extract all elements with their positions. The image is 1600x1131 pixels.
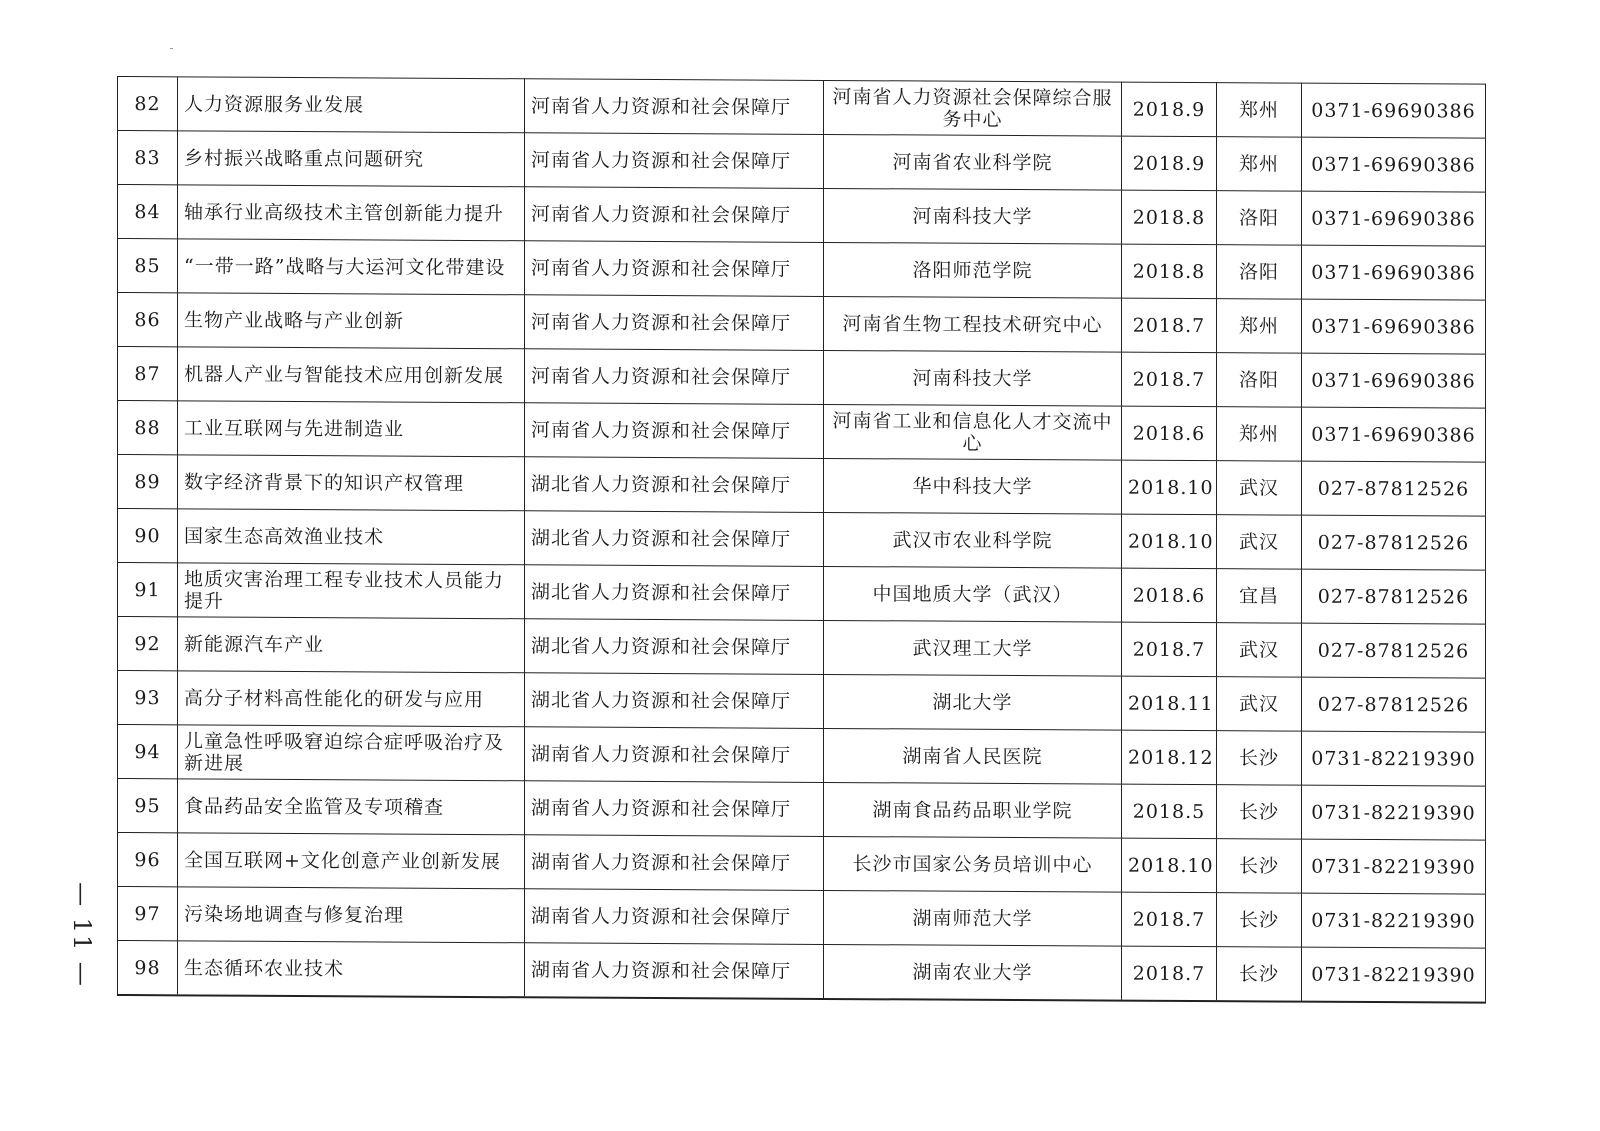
- table-row: [118, 887, 1486, 949]
- contact-phone: 0731-82219390: [1302, 839, 1486, 894]
- host-institution: 湖北大学: [824, 674, 1122, 730]
- table-row: [118, 833, 1486, 895]
- organizing-department: 湖北省人力资源和社会保障厅: [525, 619, 824, 675]
- training-city: 洛阳: [1217, 353, 1302, 407]
- training-date: 2018.7: [1122, 352, 1217, 407]
- host-institution: 湖南农业大学: [824, 944, 1122, 1000]
- training-date: 2018.12: [1122, 730, 1217, 785]
- training-date: 2018.9: [1122, 136, 1217, 191]
- training-city: 长沙: [1217, 785, 1302, 839]
- scan-mark: [170, 48, 173, 49]
- host-institution: 洛阳师范学院: [824, 242, 1122, 298]
- row-number: 97: [118, 887, 178, 941]
- row-number: 82: [118, 77, 178, 131]
- program-name: 高分子材料高性能化的研发与应用: [178, 671, 525, 727]
- organizing-department: 湖北省人力资源和社会保障厅: [525, 673, 824, 729]
- contact-phone: 0731-82219390: [1302, 893, 1486, 948]
- training-city: 洛阳: [1217, 191, 1302, 245]
- table-row: [118, 671, 1486, 733]
- contact-phone: 0371-69690386: [1302, 353, 1486, 408]
- training-city: 长沙: [1217, 947, 1302, 1002]
- host-institution: 河南省工业和信息化人才交流中心: [824, 404, 1122, 460]
- training-city: 武汉: [1217, 515, 1302, 569]
- host-institution: 湖南食品药品职业学院: [824, 782, 1122, 838]
- program-name: 污染场地调查与修复治理: [178, 887, 525, 943]
- table-row: [118, 401, 1486, 463]
- organizing-department: 湖南省人力资源和社会保障厅: [525, 835, 824, 891]
- table-row: [118, 347, 1486, 409]
- table-row: [118, 509, 1486, 571]
- training-date: 2018.10: [1122, 514, 1217, 569]
- contact-phone: 0731-82219390: [1302, 731, 1486, 786]
- host-institution: 河南省人力资源社会保障综合服务中心: [824, 80, 1122, 136]
- organizing-department: 河南省人力资源和社会保障厅: [525, 403, 824, 459]
- training-date: 2018.7: [1122, 298, 1217, 353]
- host-institution: 武汉理工大学: [824, 620, 1122, 676]
- row-number: 98: [118, 941, 178, 996]
- host-institution: 河南省生物工程技术研究中心: [824, 296, 1122, 352]
- table-row: [118, 185, 1486, 247]
- page-number-text: — 11 —: [68, 882, 97, 988]
- table-row: [118, 563, 1486, 625]
- training-date: 2018.11: [1122, 676, 1217, 731]
- row-number: 88: [118, 401, 178, 455]
- training-city: 武汉: [1217, 677, 1302, 731]
- row-number: 96: [118, 833, 178, 887]
- host-institution: 湖南省人民医院: [824, 728, 1122, 784]
- program-name: 全国互联网+文化创意产业创新发展: [178, 833, 525, 889]
- organizing-department: 河南省人力资源和社会保障厅: [525, 187, 824, 243]
- organizing-department: 河南省人力资源和社会保障厅: [525, 295, 824, 351]
- program-name: 乡村振兴战略重点问题研究: [178, 131, 525, 187]
- training-date: 2018.7: [1122, 946, 1217, 1001]
- training-city: 长沙: [1217, 839, 1302, 893]
- contact-phone: 0371-69690386: [1302, 137, 1486, 192]
- contact-phone: 0371-69690386: [1302, 245, 1486, 300]
- contact-phone: 027-87812526: [1302, 623, 1486, 678]
- organizing-department: 湖南省人力资源和社会保障厅: [525, 781, 824, 837]
- contact-phone: 027-87812526: [1302, 677, 1486, 732]
- host-institution: 河南省农业科学院: [824, 134, 1122, 190]
- organizing-department: 河南省人力资源和社会保障厅: [525, 133, 824, 189]
- table-row: [118, 293, 1486, 355]
- organizing-department: 湖北省人力资源和社会保障厅: [525, 511, 824, 567]
- contact-phone: 027-87812526: [1302, 461, 1486, 516]
- training-city: 郑州: [1217, 299, 1302, 353]
- row-number: 89: [118, 455, 178, 509]
- training-city: 郑州: [1217, 83, 1302, 137]
- training-date: 2018.10: [1122, 460, 1217, 515]
- contact-phone: 0731-82219390: [1302, 785, 1486, 840]
- training-city: 郑州: [1217, 407, 1302, 461]
- program-name: 轴承行业高级技术主管创新能力提升: [178, 185, 525, 241]
- organizing-department: 湖北省人力资源和社会保障厅: [525, 457, 824, 513]
- row-number: 83: [118, 131, 178, 185]
- training-date: 2018.8: [1122, 244, 1217, 299]
- program-name: 人力资源服务业发展: [178, 77, 525, 133]
- contact-phone: 0371-69690386: [1302, 299, 1486, 354]
- organizing-department: 湖南省人力资源和社会保障厅: [525, 943, 824, 999]
- contact-phone: 027-87812526: [1302, 515, 1486, 570]
- program-name: 生态循环农业技术: [178, 941, 525, 997]
- row-number: 85: [118, 239, 178, 293]
- host-institution: 中国地质大学（武汉）: [824, 566, 1122, 622]
- row-number: 86: [118, 293, 178, 347]
- host-institution: 湖南师范大学: [824, 890, 1122, 946]
- training-program-table: [117, 76, 1486, 1004]
- contact-phone: 0371-69690386: [1302, 407, 1486, 462]
- host-institution: 河南科技大学: [824, 188, 1122, 244]
- training-date: 2018.10: [1122, 838, 1217, 893]
- training-city: 郑州: [1217, 137, 1302, 191]
- row-number: 94: [118, 725, 178, 779]
- organizing-department: 湖北省人力资源和社会保障厅: [525, 565, 824, 621]
- program-name: 新能源汽车产业: [178, 617, 525, 673]
- training-date: 2018.6: [1122, 568, 1217, 623]
- training-date: 2018.7: [1122, 892, 1217, 947]
- contact-phone: 0731-82219390: [1302, 947, 1486, 1003]
- program-name: 机器人产业与智能技术应用创新发展: [178, 347, 525, 403]
- program-name: 儿童急性呼吸窘迫综合症呼吸治疗及新进展: [178, 725, 525, 781]
- training-date: 2018.7: [1122, 622, 1217, 677]
- training-city: 长沙: [1217, 731, 1302, 785]
- contact-phone: 0371-69690386: [1302, 191, 1486, 246]
- program-name: “一带一路”战略与大运河文化带建设: [178, 239, 525, 295]
- program-name: 食品药品安全监管及专项稽查: [178, 779, 525, 835]
- program-name: 工业互联网与先进制造业: [178, 401, 525, 457]
- organizing-department: 湖南省人力资源和社会保障厅: [525, 727, 824, 783]
- row-number: 87: [118, 347, 178, 401]
- organizing-department: 河南省人力资源和社会保障厅: [525, 349, 824, 405]
- training-city: 长沙: [1217, 893, 1302, 947]
- organizing-department: 河南省人力资源和社会保障厅: [525, 79, 824, 135]
- page-number: [62, 880, 102, 990]
- program-name: 生物产业战略与产业创新: [178, 293, 525, 349]
- training-city: 洛阳: [1217, 245, 1302, 299]
- training-city: 武汉: [1217, 461, 1302, 515]
- table-row: [118, 779, 1486, 841]
- contact-phone: 0371-69690386: [1302, 83, 1486, 138]
- row-number: 92: [118, 617, 178, 671]
- row-number: 91: [118, 563, 178, 617]
- host-institution: 河南科技大学: [824, 350, 1122, 406]
- table-row: [118, 131, 1486, 193]
- organizing-department: 湖南省人力资源和社会保障厅: [525, 889, 824, 945]
- program-name: 地质灾害治理工程专业技术人员能力提升: [178, 563, 525, 619]
- host-institution: 长沙市国家公务员培训中心: [824, 836, 1122, 892]
- table-row: [118, 77, 1486, 139]
- table-body: [118, 77, 1486, 1003]
- training-date: 2018.8: [1122, 190, 1217, 245]
- training-date: 2018.6: [1122, 406, 1217, 461]
- table-row: [118, 941, 1486, 1003]
- program-name: 国家生态高效渔业技术: [178, 509, 525, 565]
- table-row: [118, 617, 1486, 679]
- row-number: 84: [118, 185, 178, 239]
- training-date: 2018.9: [1122, 82, 1217, 137]
- contact-phone: 027-87812526: [1302, 569, 1486, 624]
- row-number: 93: [118, 671, 178, 725]
- program-name: 数字经济背景下的知识产权管理: [178, 455, 525, 511]
- table-row: [118, 725, 1486, 787]
- training-date: 2018.5: [1122, 784, 1217, 839]
- row-number: 90: [118, 509, 178, 563]
- row-number: 95: [118, 779, 178, 833]
- organizing-department: 河南省人力资源和社会保障厅: [525, 241, 824, 297]
- training-city: 武汉: [1217, 623, 1302, 677]
- training-city: 宜昌: [1217, 569, 1302, 623]
- table-row: [118, 455, 1486, 517]
- host-institution: 华中科技大学: [824, 458, 1122, 514]
- table-row: [118, 239, 1486, 301]
- host-institution: 武汉市农业科学院: [824, 512, 1122, 568]
